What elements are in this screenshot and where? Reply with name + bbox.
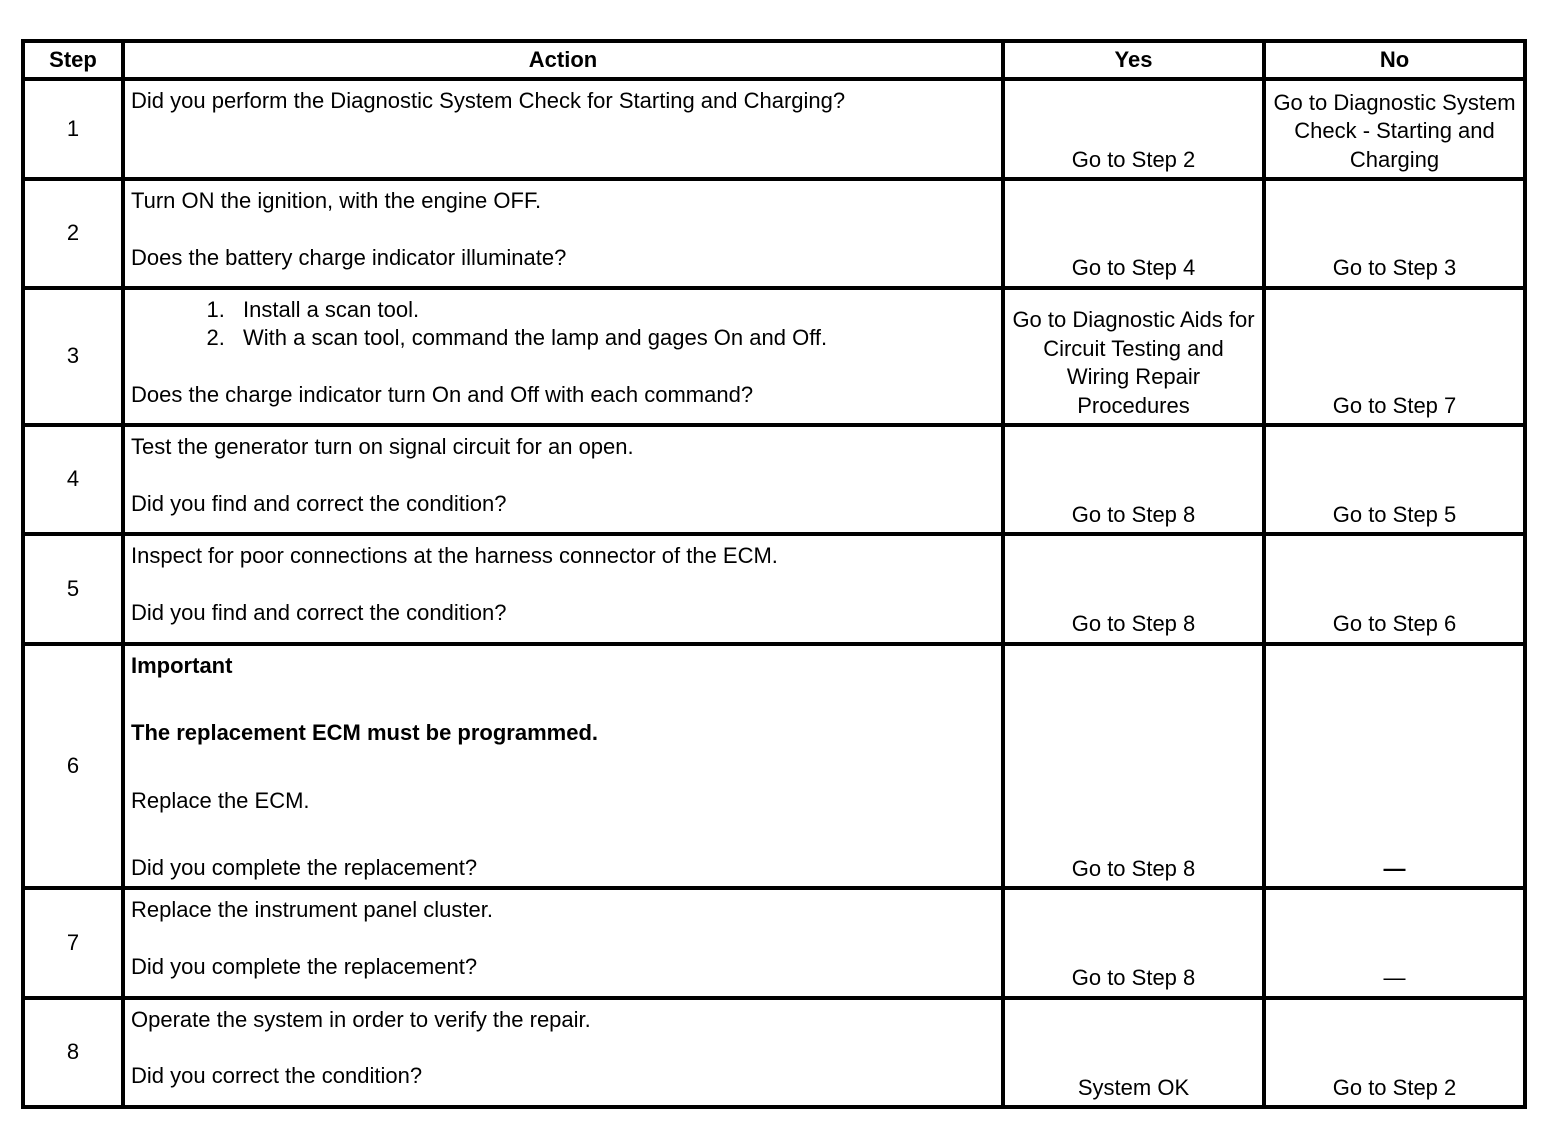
list-item: 1. Install a scan tool.	[231, 296, 995, 325]
yes-cell: Go to Step 4	[1003, 179, 1264, 287]
yes-cell: Go to Step 8	[1003, 888, 1264, 997]
action-cell	[123, 888, 1003, 997]
step-number: 7	[23, 888, 123, 997]
table-row	[23, 288, 1525, 425]
step-number: 1	[23, 79, 123, 179]
step-number: 8	[23, 998, 123, 1107]
no-cell: Go to Step 5	[1264, 425, 1525, 534]
action-question: Does the battery charge indicator illuminate?	[131, 244, 567, 270]
action-question: Did you find and correct the condition?	[131, 490, 507, 516]
no-cell: Go to Step 3	[1264, 179, 1525, 287]
table-row	[23, 888, 1525, 997]
action-question: Did you complete the replacement?	[131, 855, 478, 881]
action-cell	[123, 288, 1003, 425]
action-cell	[123, 179, 1003, 287]
step-number: 5	[23, 534, 123, 643]
no-cell: —	[1264, 888, 1525, 997]
action-text: Inspect for poor connections at the harness connector of the ECM.	[131, 543, 778, 569]
header-action: Action	[123, 41, 1003, 79]
step-number: 2	[23, 179, 123, 287]
diagnostic-table	[21, 39, 1527, 1109]
yes-cell: Go to Step 8	[1003, 644, 1264, 889]
action-question: Did you correct the condition?	[131, 1063, 423, 1089]
yes-cell: Go to Step 8	[1003, 425, 1264, 534]
action-text: Test the generator turn on signal circuit for an open.	[131, 434, 634, 460]
action-question: Did you find and correct the condition?	[131, 599, 507, 625]
table-row	[23, 998, 1525, 1107]
header-yes: Yes	[1003, 41, 1264, 79]
header-row	[23, 41, 1525, 79]
step-number: 6	[23, 644, 123, 889]
action-cell	[123, 425, 1003, 534]
action-cell	[123, 644, 1003, 889]
table-row	[23, 534, 1525, 643]
important-heading: Important	[131, 652, 233, 678]
important-note: The replacement ECM must be programmed.	[131, 720, 598, 746]
action-text: Replace the ECM.	[131, 787, 310, 813]
no-cell: Go to Step 2	[1264, 998, 1525, 1107]
step-number: 4	[23, 425, 123, 534]
action-cell	[123, 998, 1003, 1107]
action-cell	[123, 534, 1003, 643]
table-row	[23, 179, 1525, 287]
yes-cell: Go to Step 2	[1003, 79, 1264, 179]
header-step: Step	[23, 41, 123, 79]
no-cell: Go to Diagnostic System Check - Starting and Charging	[1264, 79, 1525, 179]
action-text: Did you perform the Diagnostic System Check for Starting and Charging?	[131, 88, 846, 114]
action-text: Replace the instrument panel cluster.	[131, 897, 493, 923]
action-text: Turn ON the ignition, with the engine OFF.	[131, 188, 542, 214]
no-cell: Go to Step 7	[1264, 288, 1525, 425]
action-list	[131, 296, 995, 353]
table-row	[23, 644, 1525, 889]
yes-cell: Go to Step 8	[1003, 534, 1264, 643]
yes-cell: Go to Diagnostic Aids for Circuit Testing and Wiring Repair Procedures	[1003, 288, 1264, 425]
yes-cell: System OK	[1003, 998, 1264, 1107]
action-question: Did you complete the replacement?	[131, 953, 478, 979]
header-no: No	[1264, 41, 1525, 79]
no-cell: Go to Step 6	[1264, 534, 1525, 643]
table-row	[23, 425, 1525, 534]
action-question: Does the charge indicator turn On and Off with each command?	[131, 381, 754, 407]
action-text: Operate the system in order to verify the repair.	[131, 1006, 591, 1032]
action-cell	[123, 79, 1003, 179]
step-number: 3	[23, 288, 123, 425]
no-cell: —	[1264, 644, 1525, 889]
table-row	[23, 79, 1525, 179]
list-item: 2. With a scan tool, command the lamp and gages On and Off.	[231, 324, 995, 353]
